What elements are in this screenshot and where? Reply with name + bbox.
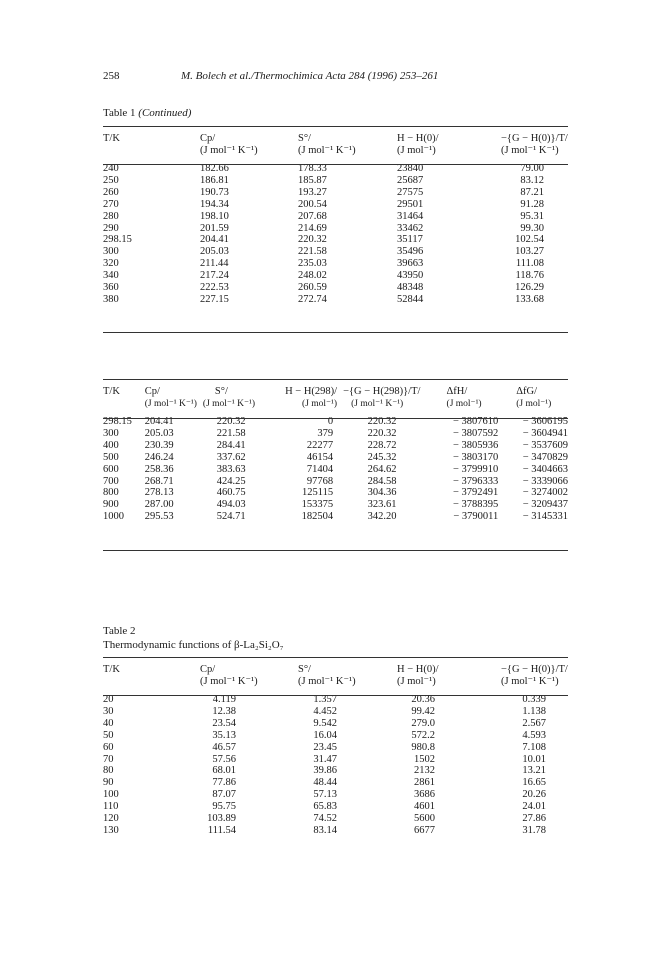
table-cell: 284.58 [367, 475, 397, 487]
table-cell: 0 [327, 416, 334, 427]
table2-caption [103, 624, 284, 652]
table-cell: 31.78 [522, 824, 546, 836]
table2-header-row [103, 664, 568, 676]
table-cell: 205.03 [200, 246, 229, 258]
table-cell: 7.108 [522, 741, 546, 753]
table1-bottom-rule [103, 332, 568, 333]
table1b-header-row [103, 386, 568, 398]
table-row [103, 825, 568, 837]
table-cell: 258.36 [144, 463, 174, 475]
table-cell: 95.31 [520, 210, 544, 222]
table-cell: 194.34 [200, 198, 229, 210]
table1b-top-rule [103, 379, 568, 380]
table-cell: 230.39 [144, 439, 174, 451]
table-cell: 4601 [414, 801, 435, 813]
table-cell: 240 [103, 163, 119, 174]
table-cell: 287.00 [144, 499, 174, 511]
table-cell: 22277 [306, 439, 334, 451]
table1b-header-cell: Cp/ [144, 386, 160, 397]
table-cell: − 3790011 [453, 511, 499, 523]
table-cell: 9.542 [313, 717, 337, 729]
table-cell: 57.56 [212, 753, 236, 765]
table-cell: 300 [103, 246, 119, 258]
table1b-header-cell: S°/ [214, 386, 228, 397]
table-cell: − 3537609 [522, 439, 568, 451]
table-cell: 260.59 [298, 282, 327, 294]
table-row [103, 718, 568, 730]
table-cell: − 3209437 [522, 499, 568, 511]
table-cell: 31464 [397, 210, 424, 222]
table-cell: 102.54 [515, 234, 544, 246]
table-row [103, 157, 568, 175]
table-row [103, 754, 568, 766]
table-cell: 57.13 [313, 789, 337, 801]
table-row [103, 440, 568, 452]
table1b-unit-cell: (J mol⁻¹ K⁻¹) [202, 399, 256, 409]
table-cell: 87.21 [520, 186, 544, 198]
table-cell: 1.357 [313, 694, 337, 705]
table-cell: 31.47 [313, 753, 337, 765]
table-cell: 4.119 [212, 694, 236, 705]
table-cell: 111.54 [207, 824, 236, 836]
table1b-unit-cell [103, 398, 145, 410]
table-cell: 10.01 [522, 753, 546, 765]
table-cell: − 3807610 [452, 416, 499, 427]
table1b-header-rule [103, 418, 568, 419]
table-cell: − 3807592 [452, 427, 499, 439]
table-cell: 204.41 [200, 234, 229, 246]
table-cell: 153375 [301, 499, 334, 511]
table-cell: 250 [103, 174, 119, 186]
table1-units-row [103, 145, 568, 157]
table-cell: 20 [103, 694, 114, 705]
table-cell: − 3606195 [522, 416, 568, 427]
table-cell: 25687 [397, 174, 424, 186]
table-cell: 600 [103, 463, 119, 475]
table-cell: 118.76 [515, 270, 544, 282]
table-cell: 235.03 [298, 258, 327, 270]
table1-unit-cell: (J mol⁻¹ K⁻¹) [298, 145, 356, 156]
table-cell: 524.71 [216, 511, 246, 523]
table-cell: 46154 [306, 451, 334, 463]
table-row [103, 428, 568, 440]
table-cell: 68.01 [212, 765, 236, 777]
table-cell: 360 [103, 282, 119, 294]
table-row [103, 730, 568, 742]
table-cell: 20.36 [411, 694, 435, 705]
table-row [103, 270, 568, 282]
table2-header-cell: S°/ [298, 664, 311, 675]
table2-units-row [103, 676, 568, 688]
table-row [103, 258, 568, 270]
table-cell: 379 [317, 427, 334, 439]
table-cell: 71404 [306, 463, 334, 475]
table1b-units-row [103, 398, 568, 410]
running-head: M. Bolech et al./Thermochimica Acta 284 (1996) 253–261 [181, 70, 439, 82]
table-cell: 74.52 [313, 813, 337, 825]
table-cell: 2.567 [522, 717, 546, 729]
table2-unit-cell: (J mol⁻¹) [397, 676, 436, 687]
table-cell: 35117 [397, 234, 423, 246]
table-row [103, 246, 568, 258]
table-cell: 12.38 [212, 705, 236, 717]
table-cell: 211.44 [200, 258, 229, 270]
table-cell: 182504 [301, 511, 334, 523]
table-cell: 700 [103, 475, 119, 487]
table-cell: 29501 [397, 198, 424, 210]
table-row [103, 487, 568, 499]
table2-header-cell: Cp/ [200, 664, 216, 675]
table-cell: 284.41 [216, 439, 246, 451]
table2 [103, 664, 568, 837]
table-cell: 97768 [306, 475, 334, 487]
table-cell: 70 [103, 753, 114, 765]
table2-top-rule [103, 657, 568, 658]
table-cell: 298.15 [103, 234, 132, 246]
table1-caption-continued: (Continued) [138, 107, 192, 119]
table1-unit-cell [103, 145, 200, 157]
table1-unit-cell: (J mol⁻¹) [397, 145, 436, 156]
table-cell: 46.57 [212, 741, 236, 753]
table-cell: 65.83 [313, 801, 337, 813]
table-cell: 80 [103, 765, 114, 777]
table-cell: 83.14 [313, 824, 337, 836]
table-cell: 95.75 [212, 801, 236, 813]
table-cell: 400 [103, 439, 119, 451]
page-number: 258 [103, 70, 120, 82]
table2-unit-cell [103, 676, 200, 688]
table-row [103, 706, 568, 718]
table1b-header-cell: ΔfH/ [446, 386, 468, 397]
table-cell: 4.593 [522, 729, 546, 741]
table-cell: 221.58 [298, 246, 327, 258]
table-cell: 24.01 [522, 801, 546, 813]
table-cell: 52844 [397, 293, 424, 305]
table1-header-cell: H − H(0)/ [397, 133, 439, 144]
table-cell: 23.54 [212, 717, 236, 729]
table1-formation-part [103, 386, 568, 523]
table-cell: 16.65 [522, 777, 546, 789]
table-cell: 1502 [414, 753, 435, 765]
table-cell: − 3799910 [452, 463, 499, 475]
table1-header-cell: S°/ [298, 133, 311, 144]
table-row [103, 789, 568, 801]
table-cell: 133.68 [515, 293, 544, 305]
table2-unit-cell: (J mol⁻¹ K⁻¹) [501, 676, 559, 687]
table-row [103, 294, 568, 306]
table-cell: − 3805936 [452, 439, 499, 451]
table-cell: 50 [103, 729, 114, 741]
table1-header-cell: Cp/ [200, 133, 216, 144]
table-cell: 222.53 [200, 282, 229, 294]
table-cell: 220.32 [367, 416, 397, 427]
table1-header-cell: T/K [103, 133, 120, 144]
table-cell: − 3470829 [522, 451, 568, 463]
table-cell: − 3145331 [522, 511, 568, 523]
table-row [103, 688, 568, 706]
table1b-header-cell: T/K [103, 386, 120, 397]
table-row [103, 187, 568, 199]
table-cell: 337.62 [216, 451, 246, 463]
table2-caption-desc: Thermodynamic functions of β-La₂Si₂O₇ [103, 639, 284, 651]
table-cell: 120 [103, 813, 119, 825]
table2-unit-cell: (J mol⁻¹ K⁻¹) [298, 676, 356, 687]
table-cell: 6677 [414, 824, 435, 836]
table-cell: 500 [103, 451, 119, 463]
table-cell: 110 [103, 801, 119, 813]
table-cell: 126.29 [515, 282, 544, 294]
table1b-header-cell: ΔfG/ [516, 386, 537, 397]
table-row [103, 777, 568, 789]
table-cell: 130 [103, 824, 119, 836]
table-row [103, 211, 568, 223]
table-cell: 221.58 [216, 427, 246, 439]
table-cell: 4.452 [313, 705, 337, 717]
table-row [103, 199, 568, 211]
table1b-unit-cell: (J mol⁻¹) [446, 399, 482, 409]
table-row [103, 282, 568, 294]
table-cell: 87.07 [212, 789, 236, 801]
table1-unit-cell: (J mol⁻¹ K⁻¹) [200, 145, 258, 156]
table-cell: 39.86 [313, 765, 337, 777]
table-cell: − 3404663 [522, 463, 568, 475]
table-cell: 279.0 [411, 717, 435, 729]
table-row [103, 813, 568, 825]
table-cell: 2132 [414, 765, 435, 777]
table-cell: 178.33 [298, 163, 327, 174]
table-cell: 48348 [397, 282, 424, 294]
table-cell: 380 [103, 293, 119, 305]
table-cell: 27.86 [522, 813, 546, 825]
table-cell: 298.15 [103, 416, 132, 427]
table-cell: 111.08 [515, 258, 544, 270]
table-row [103, 234, 568, 246]
table-cell: − 3274002 [522, 487, 568, 499]
table-cell: 99.30 [520, 222, 544, 234]
table-row [103, 223, 568, 235]
table-row [103, 742, 568, 754]
table1-header-row [103, 133, 568, 145]
table-cell: 228.72 [367, 439, 397, 451]
table-cell: 79.00 [520, 163, 544, 174]
table-cell: 182.66 [200, 163, 229, 174]
table-cell: 323.61 [367, 499, 397, 511]
table-cell: 83.12 [520, 174, 544, 186]
table-cell: 494.03 [216, 499, 246, 511]
table-cell: 201.59 [200, 222, 229, 234]
table1b-bottom-rule [103, 550, 568, 551]
table-cell: 220.32 [216, 416, 246, 427]
table-cell: 23.45 [313, 741, 337, 753]
table-cell: 185.87 [298, 174, 327, 186]
table-cell: 200.54 [298, 198, 327, 210]
table-cell: 186.81 [200, 174, 229, 186]
table1b-unit-cell: (J mol⁻¹ K⁻¹) [351, 399, 404, 409]
table1-continued [103, 133, 568, 306]
table-cell: 60 [103, 741, 114, 753]
table-cell: 220.32 [298, 234, 327, 246]
table-cell: 13.21 [522, 765, 546, 777]
table1b-header-cell: H − H(298)/ [285, 386, 338, 397]
table-cell: 23840 [397, 163, 424, 174]
table-cell: 33462 [397, 222, 424, 234]
table-cell: 217.24 [200, 270, 229, 282]
table-cell: 27575 [397, 186, 424, 198]
table-cell: 295.53 [144, 511, 174, 523]
table-cell: 1000 [103, 511, 124, 523]
table1-caption [103, 107, 191, 119]
table-cell: − 3339066 [522, 475, 568, 487]
table2-caption-title: Table 2 [103, 625, 136, 637]
table1-top-rule [103, 126, 568, 127]
table-cell: 35496 [397, 246, 424, 258]
table1b-header-cell: −{G − H(298)}/T/ [343, 386, 421, 397]
table-cell: − 3792491 [452, 487, 499, 499]
table-cell: 278.13 [144, 487, 174, 499]
table2-header-cell: H − H(0)/ [397, 664, 439, 675]
table-cell: 43950 [397, 270, 424, 282]
table2-header-cell: −{G − H(0)}/T/ [501, 664, 568, 675]
table-cell: 245.32 [367, 451, 397, 463]
table-cell: 16.04 [313, 729, 337, 741]
table-cell: 100 [103, 789, 119, 801]
table-cell: 204.41 [144, 416, 174, 427]
table-cell: 91.28 [520, 198, 544, 210]
table-cell: 290 [103, 222, 119, 234]
table-row [103, 511, 568, 523]
table-cell: − 3788395 [452, 499, 499, 511]
table-cell: 3686 [414, 789, 435, 801]
table-cell: 220.32 [367, 427, 397, 439]
table2-header-rule [103, 695, 568, 696]
table-cell: 342.20 [367, 511, 397, 523]
table-cell: 190.73 [200, 186, 229, 198]
table-cell: 800 [103, 487, 119, 499]
table-cell: 5600 [414, 813, 435, 825]
table-cell: 20.26 [522, 789, 546, 801]
table-cell: 99.42 [411, 705, 435, 717]
table-cell: 340 [103, 270, 119, 282]
page-header [103, 70, 568, 84]
table-cell: 300 [103, 427, 119, 439]
table-cell: − 3796333 [452, 475, 499, 487]
table-cell: − 3604941 [522, 427, 568, 439]
table-cell: 272.74 [298, 293, 327, 305]
table-cell: 90 [103, 777, 114, 789]
table-row [103, 476, 568, 488]
table-cell: 35.13 [212, 729, 236, 741]
table-row [103, 464, 568, 476]
table-cell: 227.15 [200, 293, 229, 305]
table-row [103, 765, 568, 777]
table-cell: 280 [103, 210, 119, 222]
table-cell: 1.138 [522, 705, 546, 717]
table-cell: 383.63 [216, 463, 246, 475]
table1b-unit-cell: (J mol⁻¹) [516, 399, 552, 409]
table-cell: 980.8 [411, 741, 435, 753]
table-cell: 205.03 [144, 427, 174, 439]
table-cell: 40 [103, 717, 114, 729]
table-cell: 103.27 [515, 246, 544, 258]
table-cell: 460.75 [216, 487, 246, 499]
table1-unit-cell: (J mol⁻¹ K⁻¹) [501, 145, 559, 156]
table-cell: 214.69 [298, 222, 327, 234]
table-cell: 125115 [301, 487, 334, 499]
table-cell: 304.36 [367, 487, 397, 499]
table-cell: 270 [103, 198, 119, 210]
table-cell: 0.339 [522, 694, 546, 705]
table-cell: 207.68 [298, 210, 327, 222]
table-cell: 264.62 [367, 463, 397, 475]
table-cell: 268.71 [144, 475, 174, 487]
table1-header-cell: −{G − H(0)}/T/ [501, 133, 568, 144]
table1b-unit-cell: (J mol⁻¹) [302, 399, 338, 409]
table-cell: 260 [103, 186, 119, 198]
table-row [103, 175, 568, 187]
table1-header-rule [103, 164, 568, 165]
table1b-unit-cell: (J mol⁻¹ K⁻¹) [144, 399, 197, 409]
table-cell: 30 [103, 705, 114, 717]
table1-caption-prefix: Table 1 [103, 107, 139, 119]
table-cell: 320 [103, 258, 119, 270]
table-row [103, 452, 568, 464]
table-cell: 193.27 [298, 186, 327, 198]
table2-header-cell: T/K [103, 664, 120, 675]
table-cell: − 3803170 [452, 451, 499, 463]
table-cell: 246.24 [144, 451, 174, 463]
table-cell: 2861 [414, 777, 435, 789]
table-cell: 39663 [397, 258, 424, 270]
table-row [103, 499, 568, 511]
table-cell: 77.86 [212, 777, 236, 789]
table-cell: 424.25 [216, 475, 246, 487]
table-cell: 198.10 [200, 210, 229, 222]
table-row [103, 801, 568, 813]
table-cell: 248.02 [298, 270, 327, 282]
table-cell: 48.44 [313, 777, 337, 789]
table2-unit-cell: (J mol⁻¹ K⁻¹) [200, 676, 258, 687]
table-cell: 572.2 [411, 729, 435, 741]
table-cell: 103.89 [207, 813, 236, 825]
table-cell: 900 [103, 499, 119, 511]
